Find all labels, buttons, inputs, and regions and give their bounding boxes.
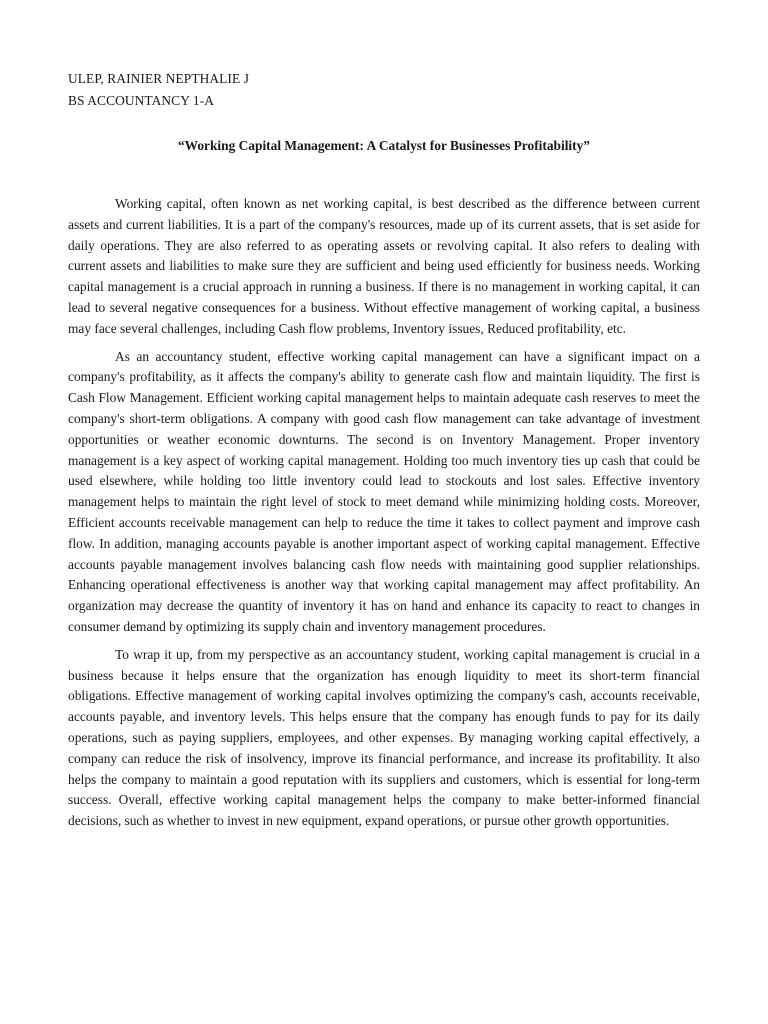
author-name: ULEP, RAINIER NEPTHALIE J xyxy=(68,71,250,86)
essay-body xyxy=(68,194,700,839)
essay-title: “Working Capital Management: A Catalyst for Businesses Profitability” xyxy=(177,138,590,153)
paragraph-conclusion: To wrap it up, from my perspective as an accountancy student, working capital management is crucial in a business because it helps ensure that the organization has enough liquidity to meet its short-term financial obligations. Effective management of working capital involves optimizing the company's cash, accounts receivable, accounts payable, and inventory levels. This helps ensure that the company has enough funds to pay for its daily operations, such as paying suppliers, employees, and other expenses. By managing working capital effectively, a company can reduce the risk of insolvency, improve its financial performance, and increase its profitability. It also helps the company to maintain a good reputation with its suppliers and customers, which is essential for long-term success. Overall, effective working capital management helps the company to make better-informed financial decisions, such as whether to invest in new equipment, expand operations, or pursue other growth opportunities. xyxy=(68,646,700,829)
paragraph-introduction: Working capital, often known as net working capital, is best described as the difference between current assets and current liabilities. It is a part of the company's resources, made up of its current assets, that is set aside for daily operations. They are also referred to as operating assets or revolving capital. It also refers to dealing with current assets and liabilities to make sure they are sufficient and being used efficiently for business needs. Working capital management is a crucial approach in running a business. If there is no management in working capital, it can lead to several negative consequences for a business. Without effective management of working capital, a business may face several challenges, including Cash flow problems, Inventory issues, Reduced profitability, etc. xyxy=(68,196,700,336)
course-section: BS ACCOUNTANCY 1-A xyxy=(68,93,215,108)
author-header xyxy=(68,68,249,112)
paragraph-discussion: As an accountancy student, effective working capital management can have a significant impact on a company's profitability, as it affects the company's ability to generate cash flow and maintain liquidity. The first is Cash Flow Management. Efficient working capital management helps to maintain adequate cash reserves to meet the company's short-term obligations. A company with good cash flow management can take advantage of investment opportunities or weather economic downturns. The second is on Inventory Management. Proper inventory management is a key aspect of working capital management. Holding too much inventory ties up cash that could be used elsewhere, while holding too little inventory could lead to stockouts and lost sales. Effective inventory management helps to maintain the right level of stock to meet demand while minimizing holding costs. Moreover, Efficient accounts receivable management can help to reduce the time it takes to collect payment and improve cash flow. In addition, managing accounts payable is another important aspect of working capital management. Effective accounts payable management involves balancing cash flow needs with maintaining good supplier relationships. Enhancing operational effectiveness is another way that working capital management may affect profitability. An organization may decrease the quantity of inventory it has on hand and enhance its capacity to react to changes in consumer demand by optimizing its supply chain and inventory management procedures. xyxy=(68,348,700,634)
